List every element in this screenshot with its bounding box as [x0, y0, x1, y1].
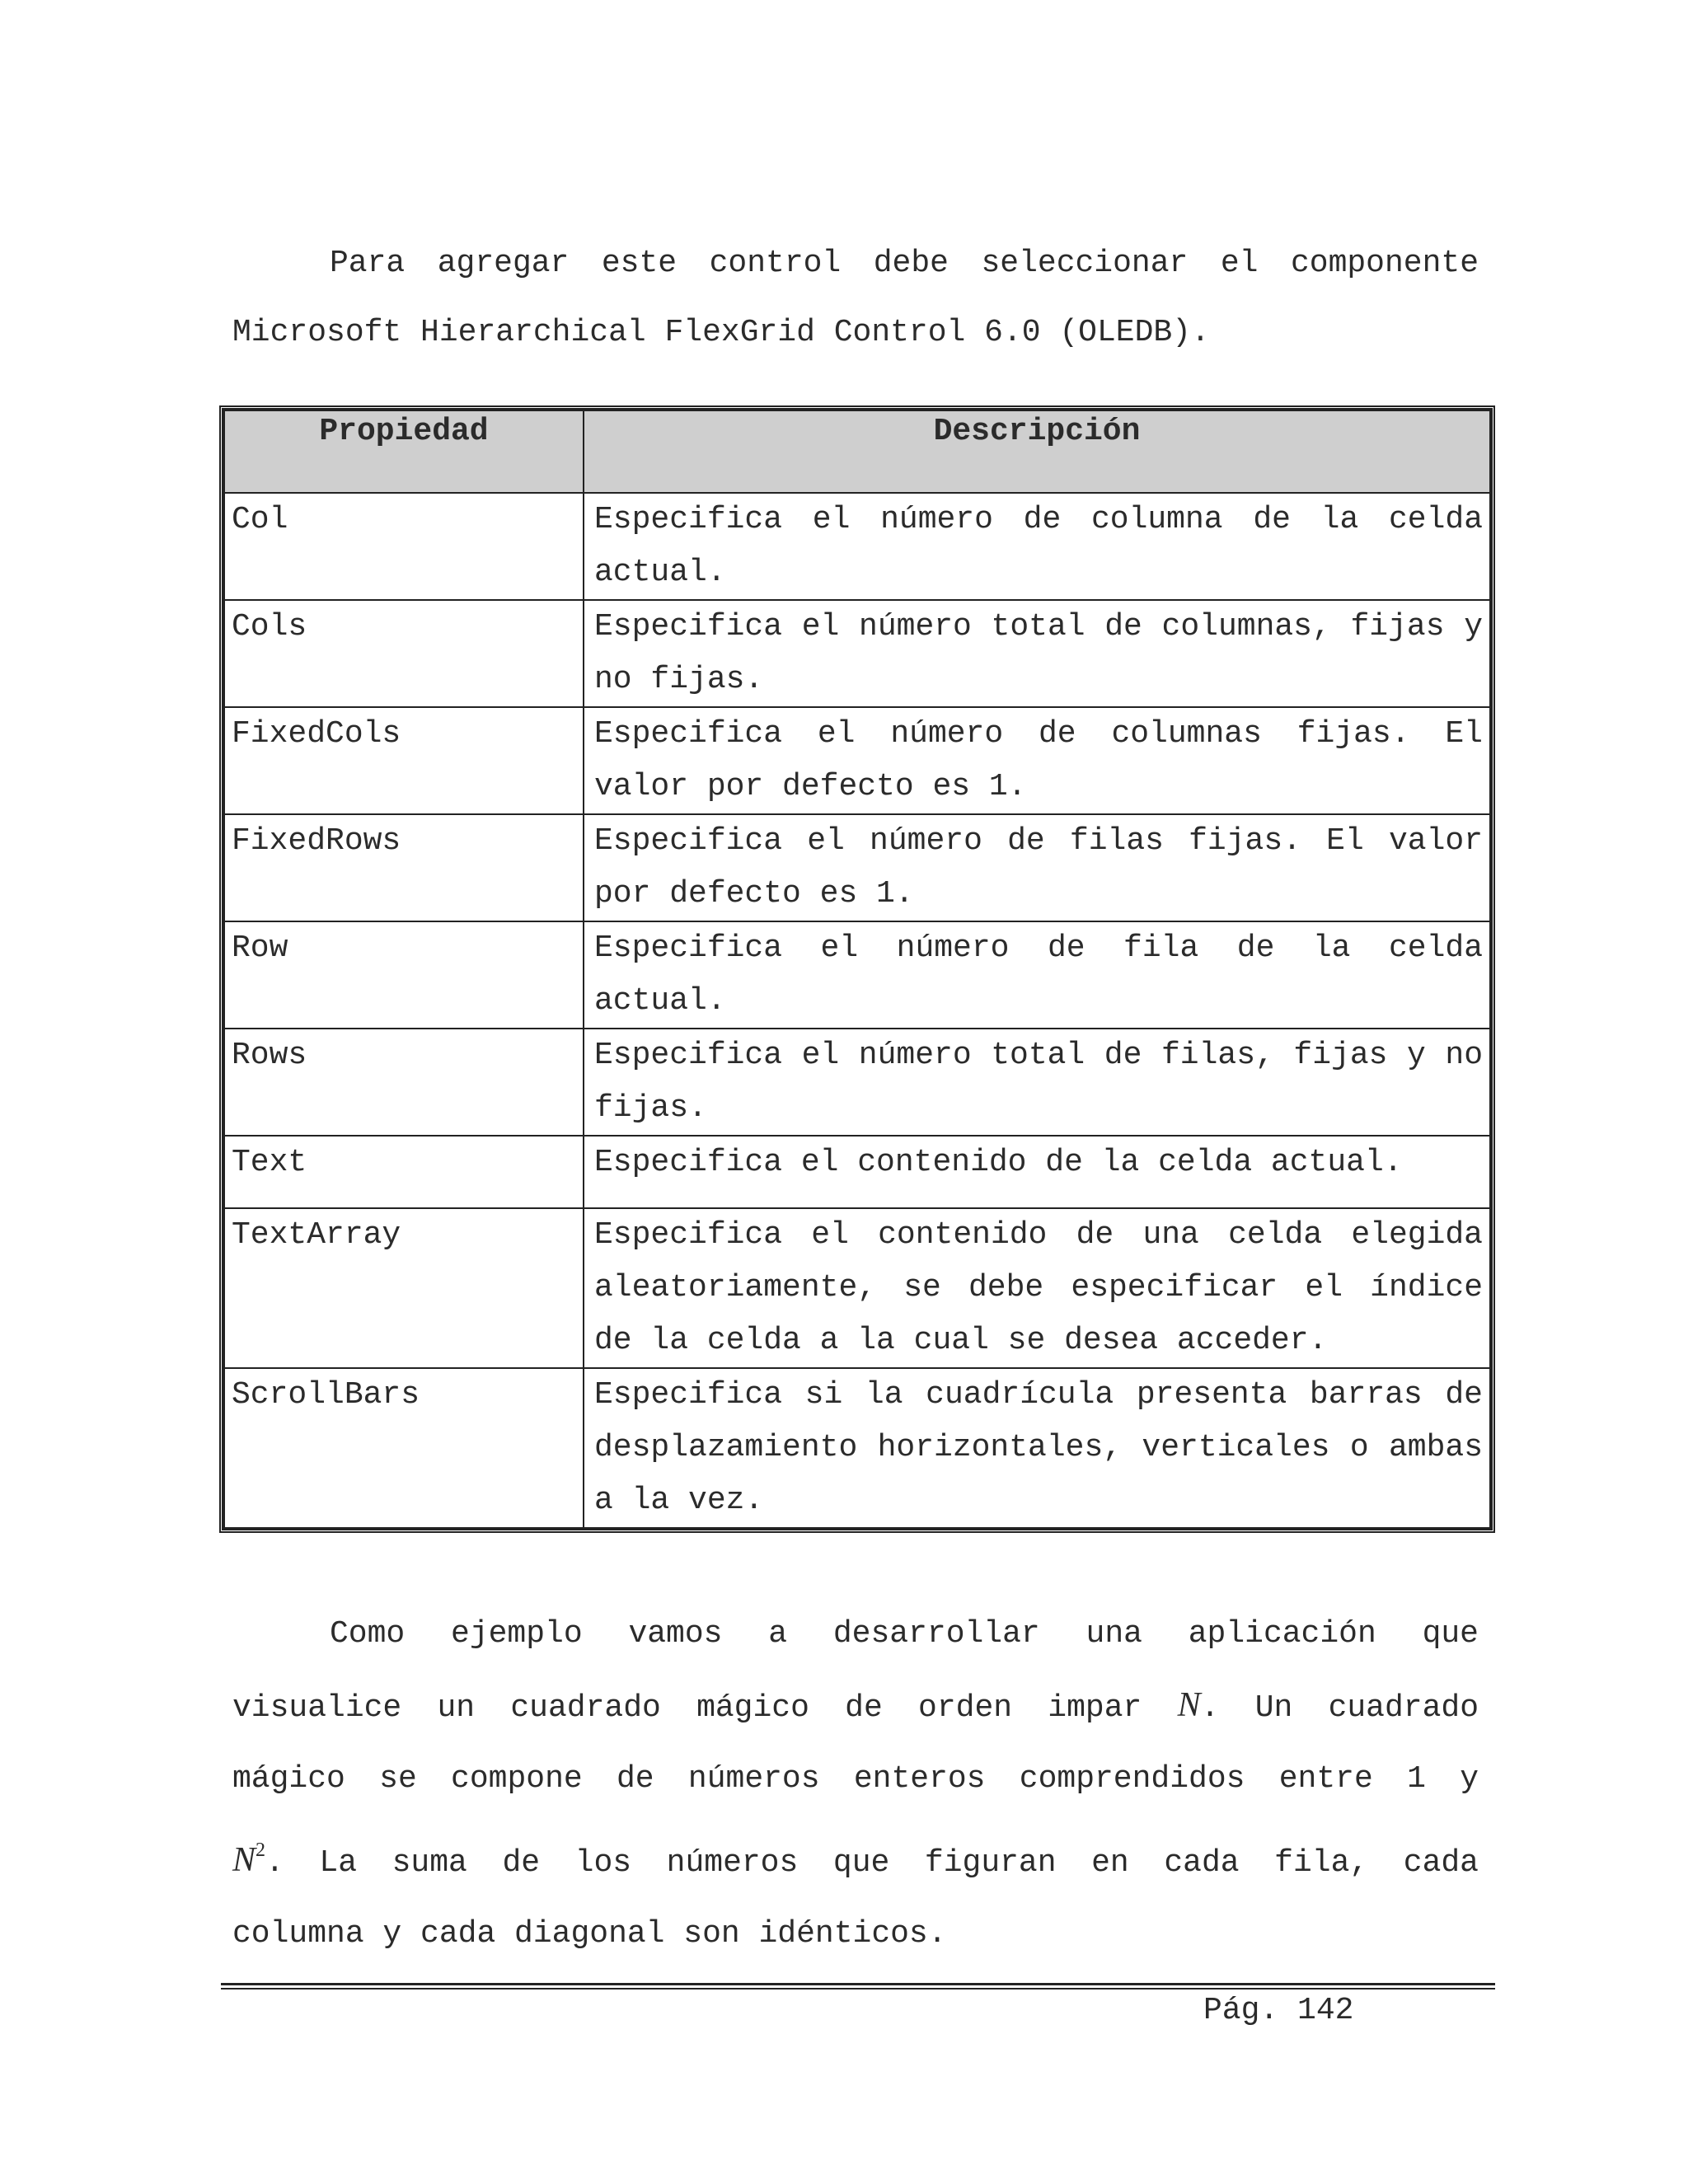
description-cell: Especifica el número de fila de la celda actual.	[584, 921, 1490, 1029]
property-cell: FixedRows	[224, 814, 584, 921]
intro-line-1: Para agregar este control debe seleccionar el componente	[330, 246, 1479, 281]
description-cell: Especifica el número total de columnas, fijas y no fijas.	[584, 600, 1490, 707]
property-cell: TextArray	[224, 1208, 584, 1368]
example-line-2-text: visualice un cuadrado mágico de orden impar	[232, 1690, 1142, 1726]
table-row	[224, 493, 1490, 600]
properties-table	[219, 405, 1495, 1533]
example-paragraph	[232, 1599, 1479, 1970]
description-cell: Especifica el número de filas fijas. El valor por defecto es 1.	[584, 814, 1490, 921]
property-cell: Row	[224, 921, 584, 1029]
example-line-3: mágico se compone de números enteros comprendidos entre 1 y	[232, 1761, 1479, 1797]
property-cell: Text	[224, 1136, 584, 1208]
table-row	[224, 600, 1490, 707]
property-cell: Col	[224, 493, 584, 600]
example-line-2-tail: . Un cuadrado	[1200, 1690, 1479, 1726]
description-cell: Especifica el contenido de una celda elegida aleatoriamente, se debe especificar el índice de la celda a la cual se desea acceder.	[584, 1208, 1490, 1368]
description-cell: Especifica el número total de filas, fijas y no fijas.	[584, 1029, 1490, 1136]
table-row	[224, 1136, 1490, 1208]
math-n-squared	[232, 1841, 265, 1879]
intro-line-2: Microsoft Hierarchical FlexGrid Control 6.0 (OLEDB).	[232, 315, 1210, 350]
table-row	[224, 814, 1490, 921]
description-cell: Especifica el número de columnas fijas. El valor por defecto es 1.	[584, 707, 1490, 814]
example-line-2	[232, 1670, 1479, 1744]
header-description: Descripción	[584, 410, 1490, 493]
math-n2-base: N	[232, 1841, 256, 1879]
table-row	[224, 1368, 1490, 1528]
example-line-1: Como ejemplo vamos a desarrollar una aplicación que	[330, 1616, 1479, 1652]
description-cell: Especifica si la cuadrícula presenta barras de desplazamiento horizontales, verticales o ambas a la vez.	[584, 1368, 1490, 1528]
table-row	[224, 707, 1490, 814]
table-row	[224, 1208, 1490, 1368]
math-n2-exponent: 2	[256, 1840, 266, 1861]
property-cell: Cols	[224, 600, 584, 707]
intro-paragraph	[232, 229, 1479, 368]
header-property: Propiedad	[224, 410, 584, 493]
description-cell: Especifica el número de columna de la celda actual.	[584, 493, 1490, 600]
property-cell: FixedCols	[224, 707, 584, 814]
math-n: N	[1177, 1686, 1201, 1724]
example-line-5: columna y cada diagonal son idénticos.	[232, 1916, 947, 1952]
table-row	[224, 1029, 1490, 1136]
page-number: Pág. 142	[1203, 1993, 1354, 2028]
footer-rule	[221, 1983, 1495, 1990]
property-cell: ScrollBars	[224, 1368, 584, 1528]
description-cell: Especifica el contenido de la celda actual.	[584, 1136, 1490, 1208]
example-line-4	[232, 1815, 1479, 1899]
property-cell: Rows	[224, 1029, 584, 1136]
example-line-4-text: . La suma de los números que figuran en cada fila, cada	[265, 1845, 1479, 1881]
table-row	[224, 921, 1490, 1029]
